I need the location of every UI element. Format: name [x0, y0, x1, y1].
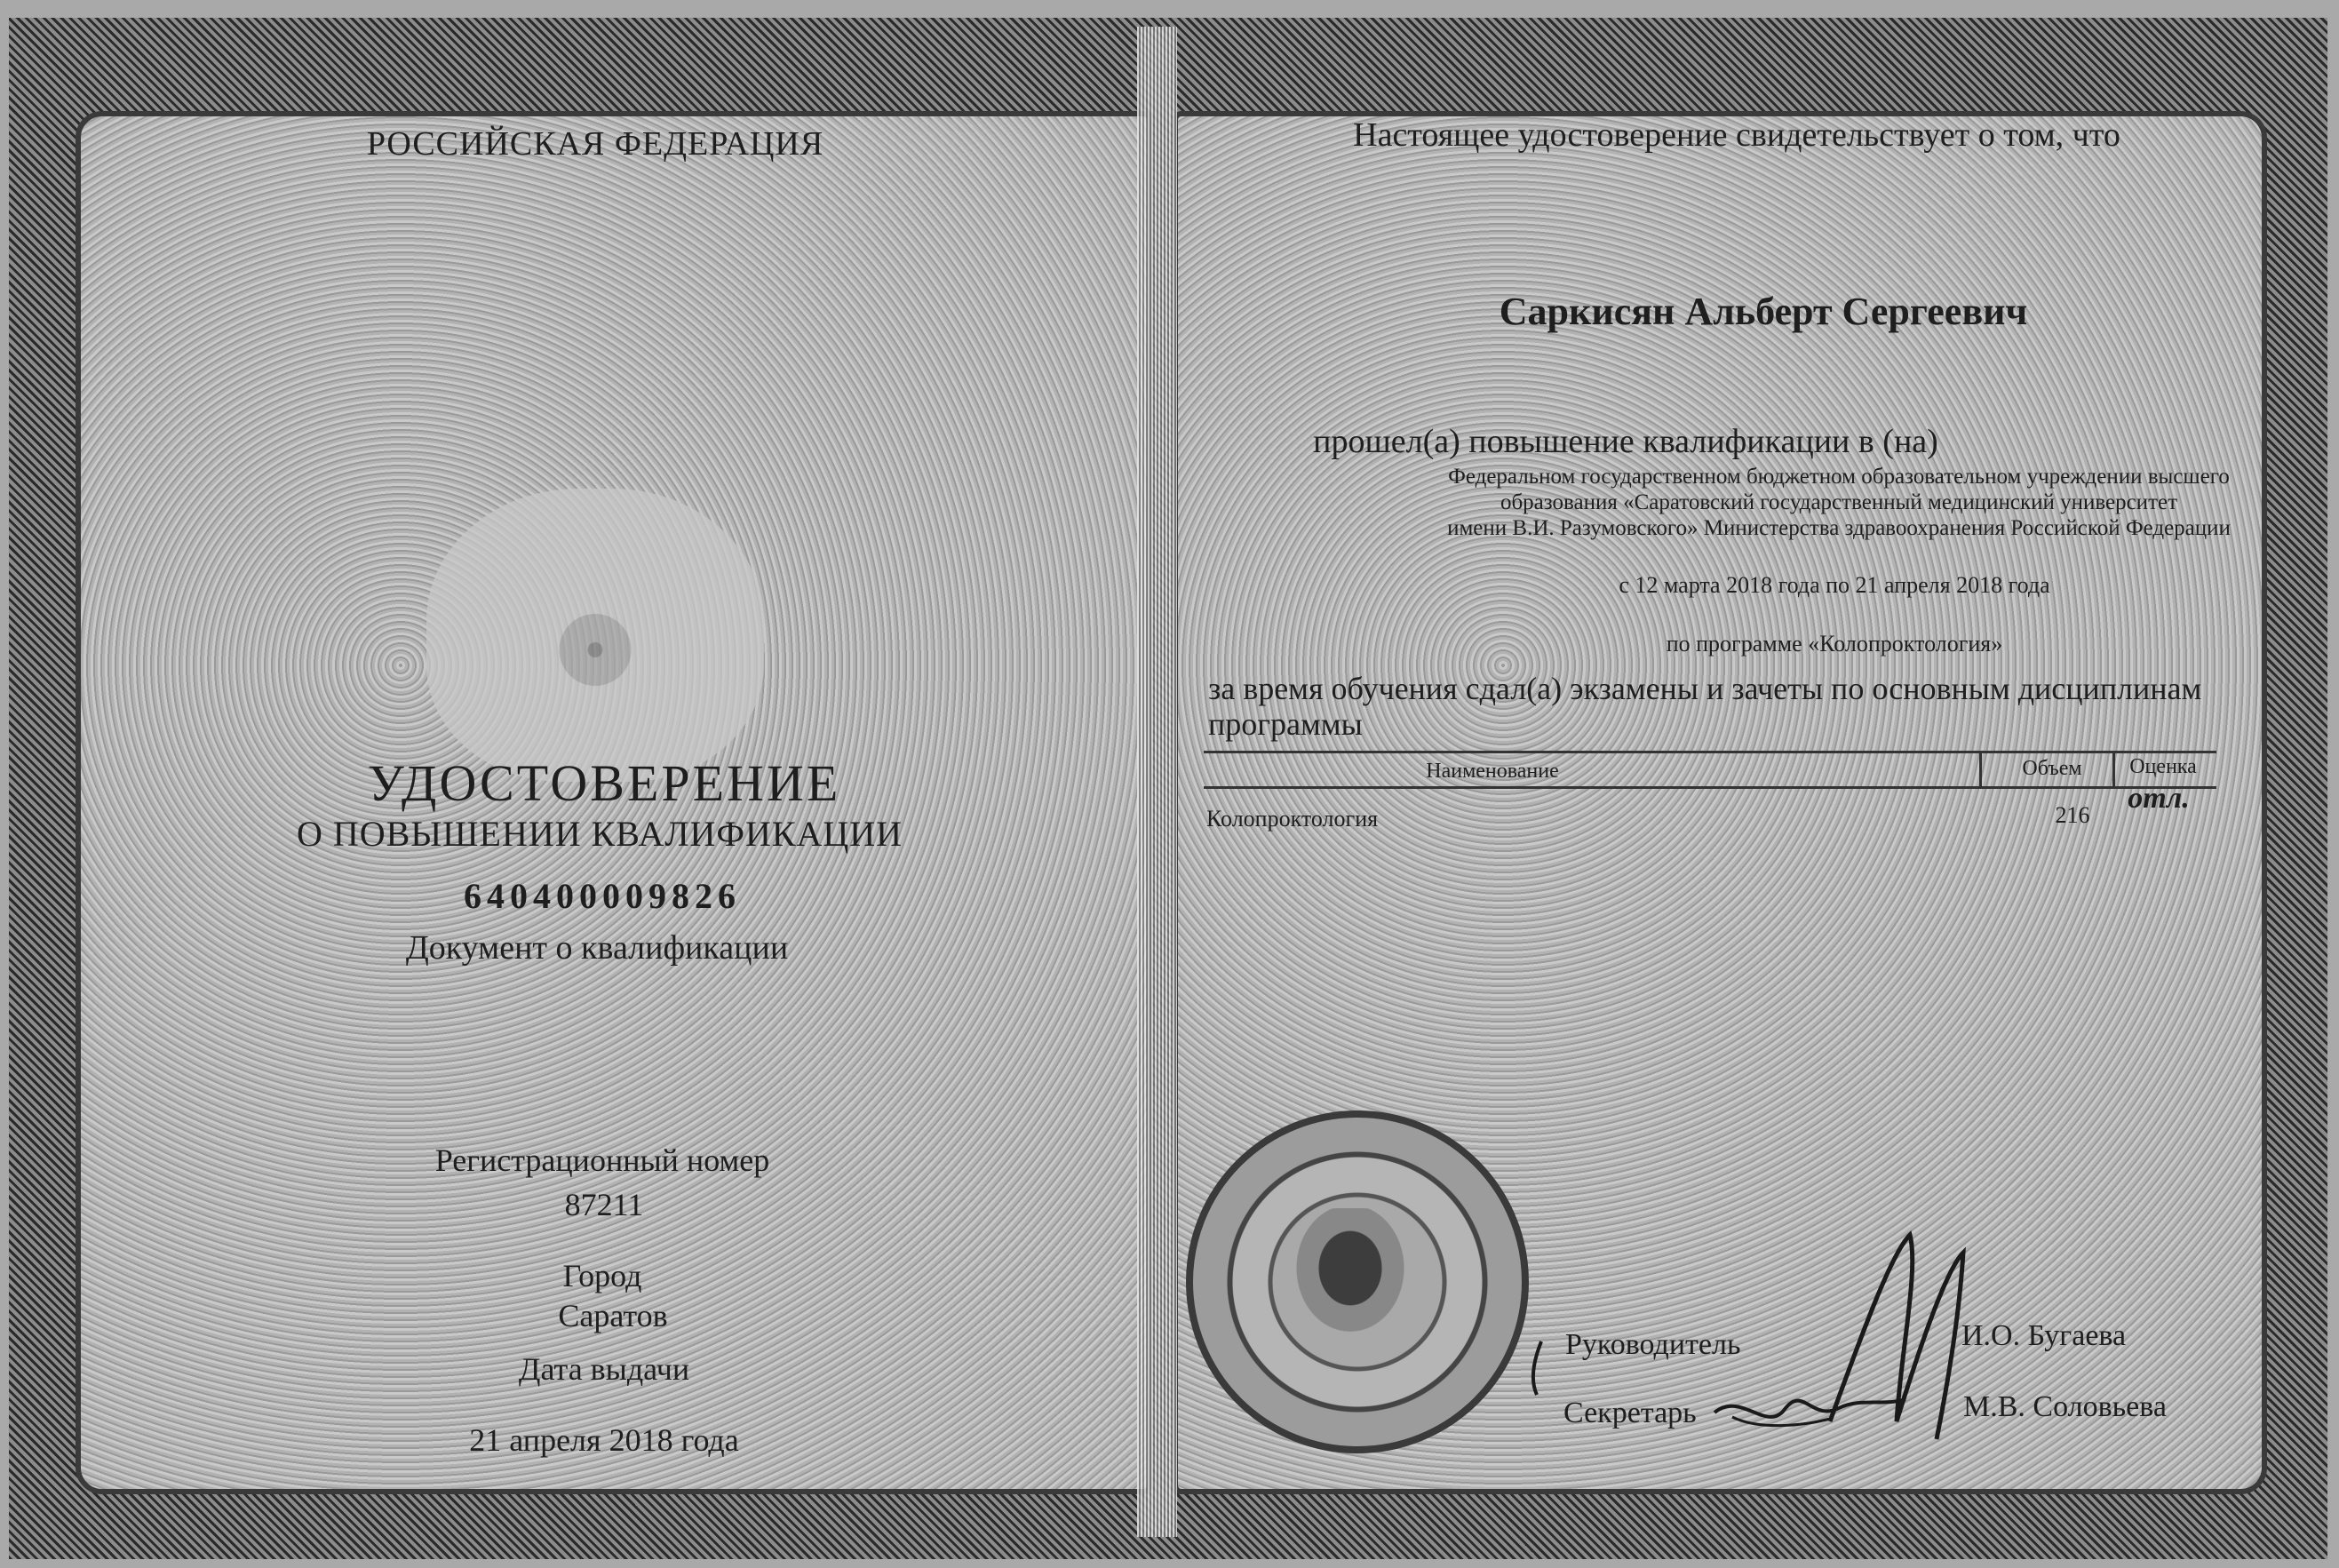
table-header-volume: Объем [2022, 757, 2082, 780]
table-header-grade: Оценка [2129, 755, 2197, 778]
eagle-emblem-icon [1288, 1208, 1412, 1341]
watermark-emblem-icon [426, 489, 764, 782]
document-number: 640400009826 [464, 876, 741, 916]
pen-mark-icon [1524, 1337, 1550, 1399]
city-label: Город [562, 1258, 642, 1293]
table-header-name: Наименование [1426, 760, 1559, 783]
organization-line: имени В.И. Разумовского» Министерства здравоохранения Российской Федерации [1447, 516, 2231, 540]
table-col-divider [1979, 751, 1982, 788]
secretary-label: Секретарь [1563, 1397, 1697, 1429]
passed-text: прошел(а) повышение квалификации в (на) [1313, 423, 1938, 460]
country-heading: РОССИЙСКАЯ ФЕДЕРАЦИЯ [366, 125, 824, 163]
table-cell-discipline: Колопроктология [1206, 806, 1379, 832]
table-col-divider [2112, 751, 2115, 788]
document-title: УДОСТОВЕРЕНИЕ [367, 754, 841, 812]
registration-label: Регистрационный номер [434, 1142, 770, 1178]
organization-name [1377, 464, 2301, 541]
secretary-name: М.В. Соловьева [1963, 1390, 2167, 1423]
exams-line: программы [1208, 706, 1363, 742]
city-value: Саратов [558, 1298, 668, 1333]
registration-number: 87211 [564, 1187, 644, 1222]
table-top-rule [1204, 751, 2216, 753]
head-name: И.О. Бугаева [1961, 1319, 2127, 1352]
issue-date-value: 21 апреля 2018 года [469, 1422, 739, 1458]
organization-line: Федеральном государственном бюджетном образовательном учреждении высшего [1448, 465, 2230, 489]
issue-date-label: Дата выдачи [518, 1351, 690, 1387]
exams-text [1208, 671, 2212, 742]
head-label: Руководитель [1565, 1328, 1741, 1361]
secretary-signature-icon [1706, 1373, 1910, 1444]
table-header-rule [1204, 786, 2216, 789]
table-cell-grade: отл. [2128, 782, 2190, 815]
program-name: по программе «Колопроктология» [1666, 631, 2003, 657]
document-subtitle: О ПОВЫШЕНИИ КВАЛИФИКАЦИИ [296, 814, 903, 854]
holder-name: Саркисян Альберт Сергеевич [1499, 290, 2028, 333]
intro-text: Настоящее удостоверение свидетельствует о том, что [1353, 116, 2120, 154]
spine-fold [1137, 27, 1177, 1537]
table-cell-volume: 216 [2055, 802, 2090, 828]
exams-line: за время обучения сдал(а) экзамены и зачеты по основным дисциплинам [1208, 671, 2202, 706]
document-kind: Документ о квалификации [405, 929, 789, 967]
organization-line: образования «Саратовский государственный медицинский университет [1500, 490, 2178, 514]
training-period: с 12 марта 2018 года по 21 апреля 2018 года [1619, 572, 2050, 598]
